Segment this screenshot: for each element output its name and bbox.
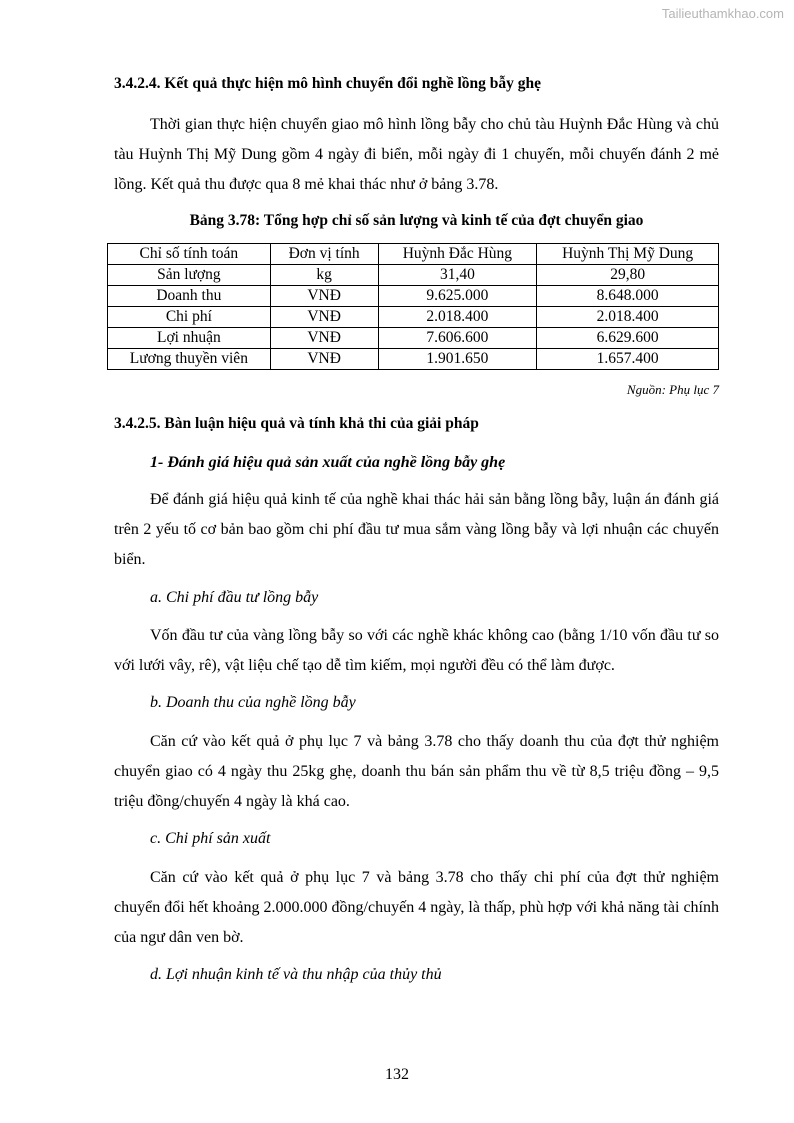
table-cell: 8.648.000 (537, 286, 719, 307)
table-cell: 2.018.400 (378, 307, 537, 328)
table-header-cell: Chỉ số tính toán (108, 244, 271, 265)
watermark: Tailieuthamkhao.com (661, 6, 784, 21)
subheading-c: c. Chi phí sản xuất (150, 830, 271, 847)
table-cell: 6.629.600 (537, 328, 719, 349)
table-row (108, 265, 719, 286)
paragraph-intro: Thời gian thực hiện chuyển giao mô hình lồng bẫy cho chủ tàu Huỳnh Đắc Hùng và chủ tàu Huỳnh Thị Mỹ Dung gồm 4 ngày đi biển, mỗi ngày đi 1 chuyến, mỗi chuyến đánh 2 mẻ lồng. Kết quả thu được qua 8 mẻ khai thác như ở bảng 3.78. (114, 116, 719, 193)
table-cell: kg (270, 265, 378, 286)
table-header-cell: Huỳnh Thị Mỹ Dung (537, 244, 719, 265)
paragraph-evaluation: Để đánh giá hiệu quả kinh tế của nghề khai thác hải sản bằng lồng bẫy, luận án đánh giá trên 2 yếu tố cơ bản bao gồm chi phí đầu tư mua sắm vàng lồng bẫy và lợi nhuận các chuyến biển. (114, 491, 719, 568)
table-row (108, 328, 719, 349)
subheading-a: a. Chi phí đầu tư lồng bẫy (150, 589, 319, 606)
table-cell: 7.606.600 (378, 328, 537, 349)
page-number: 132 (385, 1066, 409, 1083)
table-row (108, 307, 719, 328)
table-source-note: Nguồn: Phụ lục 7 (626, 382, 719, 397)
table-cell: 2.018.400 (537, 307, 719, 328)
table-header-cell: Huỳnh Đắc Hùng (378, 244, 537, 265)
table-row (108, 349, 719, 370)
table-caption: Bảng 3.78: Tổng hợp chỉ số sản lượng và kinh tế của đợt chuyển giao (189, 212, 644, 229)
table-cell: 1.901.650 (378, 349, 537, 370)
table-cell: VNĐ (270, 286, 378, 307)
table-header-row (108, 244, 719, 265)
section-heading-3-4-2-5: 3.4.2.5. Bàn luận hiệu quả và tính khả thi của giải pháp (114, 415, 479, 432)
paragraph-cost: Căn cứ vào kết quả ở phụ lục 7 và bảng 3.78 cho thấy chi phí của đợt thử nghiệm chuyển đổi hết khoảng 2.000.000 đồng/chuyến 4 ngày, là thấp, phù hợp với khả năng tài chính của ngư dân ven bờ. (114, 869, 719, 946)
subheading-evaluation: 1- Đánh giá hiệu quả sản xuất của nghề lồng bẫy ghẹ (150, 454, 506, 471)
table-cell: 9.625.000 (378, 286, 537, 307)
paragraph-revenue: Căn cứ vào kết quả ở phụ lục 7 và bảng 3.78 cho thấy doanh thu của đợt thử nghiệm chuyển giao có 4 ngày thu 25kg ghẹ, doanh thu bán sản phẩm thu về từ 8,5 triệu đồng – 9,5 triệu đồng/chuyến 4 ngày là khá cao. (114, 733, 719, 810)
table-cell: 31,40 (378, 265, 537, 286)
table-cell: Lợi nhuận (108, 328, 271, 349)
table-cell: VNĐ (270, 328, 378, 349)
table-row (108, 286, 719, 307)
table-cell: Doanh thu (108, 286, 271, 307)
table-header-cell: Đơn vị tính (270, 244, 378, 265)
table-cell: Sản lượng (108, 265, 271, 286)
subheading-d: d. Lợi nhuận kinh tế và thu nhập của thủy thủ (150, 966, 442, 983)
subheading-b: b. Doanh thu của nghề lồng bẫy (150, 694, 356, 711)
results-table (107, 243, 719, 370)
table-cell: 1.657.400 (537, 349, 719, 370)
table-cell: Chi phí (108, 307, 271, 328)
table-cell: 29,80 (537, 265, 719, 286)
table-cell: Lương thuyền viên (108, 349, 271, 370)
table-cell: VNĐ (270, 307, 378, 328)
section-heading-3-4-2-4: 3.4.2.4. Kết quả thực hiện mô hình chuyển đổi nghề lồng bẫy ghẹ (114, 75, 542, 92)
table-cell: VNĐ (270, 349, 378, 370)
paragraph-investment: Vốn đầu tư của vàng lồng bẫy so với các nghề khác không cao (bằng 1/10 vốn đầu tư so với lưới vây, rê), vật liệu chế tạo dễ tìm kiếm, mọi người đều có thể làm được. (114, 627, 719, 674)
